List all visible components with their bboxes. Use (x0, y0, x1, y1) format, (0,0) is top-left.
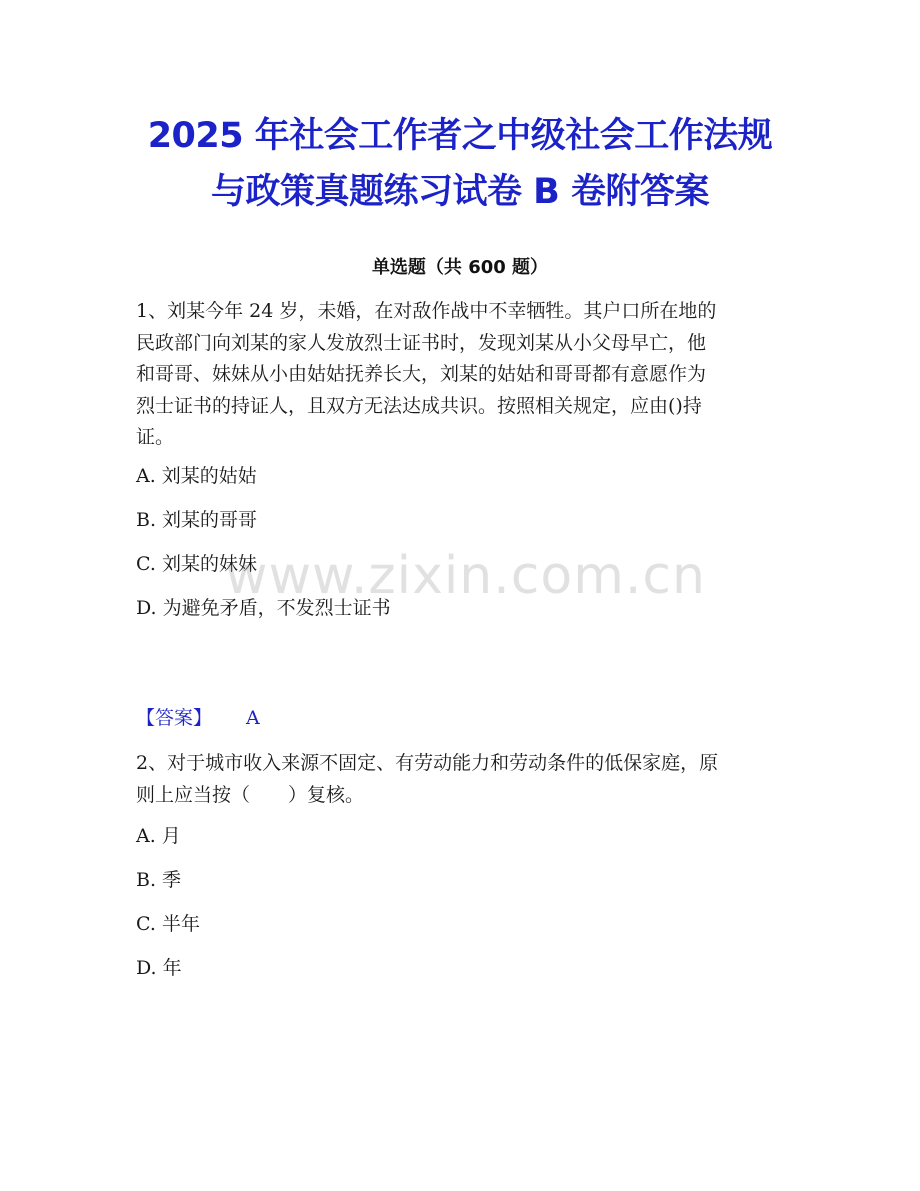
question-1-stem (136, 296, 786, 454)
watermark: www.zixin.com.cn (225, 546, 706, 606)
question-2-stem (136, 748, 786, 811)
question-1-line: 1、刘某今年 24 岁，未婚，在对敌作战中不幸牺牲。其户口所在地的 (136, 300, 717, 322)
answer-value: A (246, 707, 260, 729)
question-1-line: 和哥哥、妹妹从小由姑姑抚养长大，刘某的姑姑和哥哥都有意愿作为 (136, 363, 707, 385)
question-2-option-a: A. 月 (136, 825, 181, 847)
answer-tag: 【答案】 (136, 707, 213, 729)
title-line-1: 2025 年社会工作者之中级社会工作法规 (147, 116, 773, 156)
question-1-line: 证。 (136, 426, 175, 448)
question-1-option-a: A. 刘某的姑姑 (136, 465, 257, 487)
document-title (100, 108, 820, 220)
question-1-line: 烈士证书的持证人，且双方无法达成共识。按照相关规定，应由()持 (136, 394, 702, 417)
question-1-option-d: D. 为避免矛盾，不发烈士证书 (136, 597, 391, 619)
section-heading: 单选题（共 600 题） (371, 257, 549, 278)
question-1-answer (136, 705, 260, 731)
question-2-option-c: C. 半年 (136, 913, 200, 935)
question-1-option-b: B. 刘某的哥哥 (136, 509, 258, 531)
question-1-option-c: C. 刘某的妹妹 (136, 553, 257, 575)
question-2-option-b: B. 季 (136, 869, 182, 891)
question-2-option-d: D. 年 (136, 957, 182, 979)
question-2-line: 则上应当按（ ）复核。 (136, 783, 365, 806)
question-1-line: 民政部门向刘某的家人发放烈士证书时，发现刘某从小父母早亡，他 (136, 331, 707, 354)
title-line-2: 与政策真题练习试卷 B 卷附答案 (210, 172, 710, 212)
question-2-line: 2、对于城市收入来源不固定、有劳动能力和劳动条件的低保家庭，原 (136, 752, 719, 774)
